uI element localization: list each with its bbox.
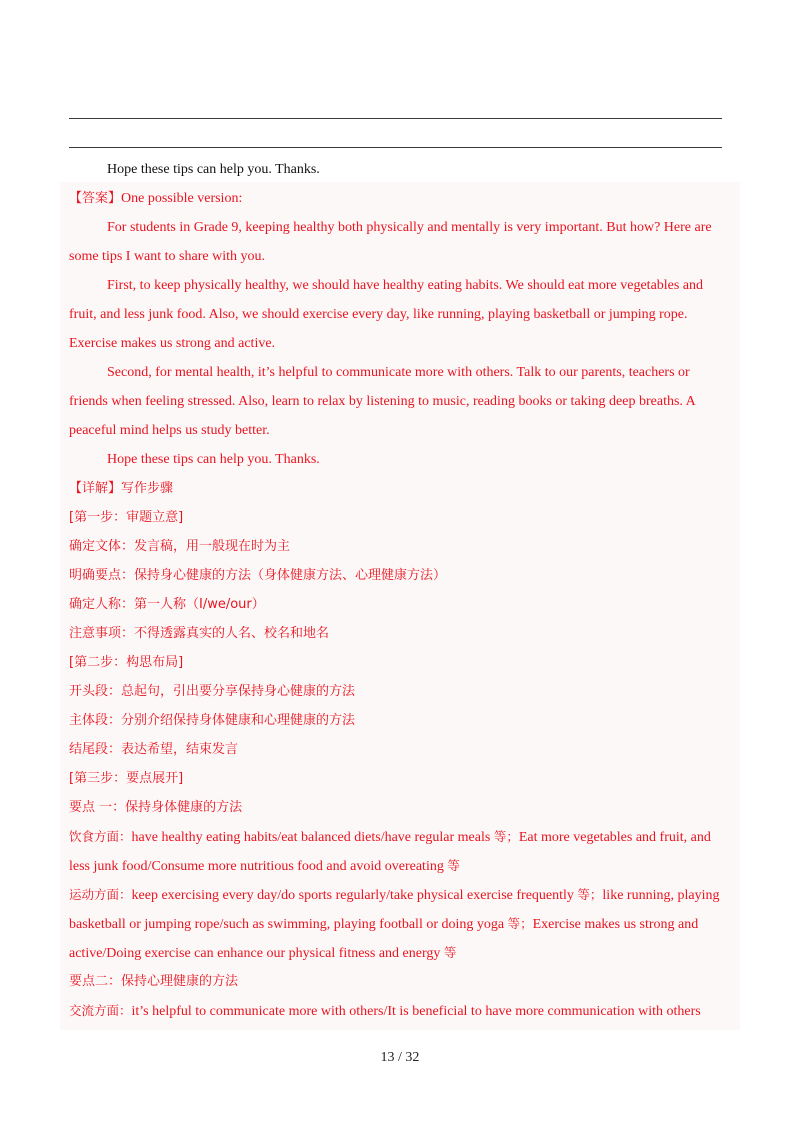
diet-phrases: have healthy eating habits/eat balanced diets/have regular meals [131, 830, 491, 845]
sport-line [69, 914, 739, 935]
deng-marker: 等； [507, 916, 533, 931]
writing-rule-2 [69, 147, 722, 148]
step-title: [第二步：构思布局] [69, 655, 184, 670]
answer-line: fruit, and less junk food. Also, we should exercise every day, like running, playing basketball or jumping rope. [69, 307, 688, 322]
deng-marker: 等； [493, 829, 519, 844]
sport-phrases: Exercise makes us strong and [532, 917, 699, 932]
answer-heading [69, 189, 739, 209]
diet-line [69, 856, 739, 877]
communication-line [69, 1001, 739, 1022]
answer-line: First, to keep physically healthy, we should have healthy eating habits. We should eat more vegetables and [107, 278, 704, 293]
explanation-heading-text: 写作步骤 [121, 481, 174, 496]
answer-line: friends when feeling stressed. Also, learn to relax by listening to music, reading books or taking deep breaths. A [69, 394, 696, 409]
step-item: 结尾段：表达希望，结束发言 [69, 742, 239, 757]
deng-marker: 等； [577, 887, 603, 902]
answer-line: peaceful mind helps us study better. [69, 423, 270, 438]
point-heading: 要点二：保持心理健康的方法 [69, 974, 239, 989]
step-item: 主体段：分别介绍保持身体健康和心理健康的方法 [69, 713, 356, 728]
sport-phrases: like running, playing [602, 888, 720, 903]
intro-closing-line: Hope these tips can help you. Thanks. [107, 162, 320, 177]
diet-label: 饮食方面： [69, 829, 132, 844]
diet-phrases: less junk food/Consume more nutritious food and avoid overeating [69, 859, 444, 874]
point-heading: 要点 一：保持身体健康的方法 [69, 800, 243, 815]
step-title: [第三步：要点展开] [69, 771, 184, 786]
answer-line: Hope these tips can help you. Thanks. [107, 452, 320, 467]
sport-phrases: active/Doing exercise can enhance our physical fitness and energy [69, 946, 441, 961]
sport-line [69, 885, 739, 906]
answer-line: some tips I want to share with you. [69, 249, 265, 264]
answer-line: Second, for mental health, it’s helpful to communicate more with others. Talk to our parents, teachers or [107, 365, 690, 380]
step-item: 注意事项：不得透露真实的人名、校名和地名 [69, 626, 330, 641]
step-item: 确定文体：发言稿，用一般现在时为主 [69, 539, 291, 554]
communication-phrases: it’s helpful to communicate more with others/It is beneficial to have more communication with others [131, 1004, 701, 1019]
communication-label: 交流方面： [69, 1003, 132, 1018]
diet-line [69, 827, 739, 848]
step-item: 开头段：总起句，引出要分享保持身心健康的方法 [69, 684, 356, 699]
explanation-heading [69, 479, 739, 499]
sport-line [69, 943, 739, 964]
answer-line: Exercise makes us strong and active. [69, 336, 276, 351]
step-item: 确定人称：第一人称（I/we/our） [69, 597, 265, 612]
deng-marker: 等 [447, 858, 460, 873]
explanation-tag: 【详解】 [69, 481, 122, 496]
writing-rule-1 [69, 118, 722, 119]
diet-phrases: Eat more vegetables and fruit, and [518, 830, 711, 845]
sport-phrases: keep exercising every day/do sports regularly/take physical exercise frequently [131, 888, 574, 903]
step-item: 明确要点：保持身心健康的方法（身体健康方法、心理健康方法） [69, 568, 447, 583]
answer-heading-text: One possible version: [121, 191, 243, 206]
sport-label: 运动方面： [69, 887, 132, 902]
answer-tag: 【答案】 [69, 191, 122, 206]
answer-line: For students in Grade 9, keeping healthy both physically and mentally is very important. But how? Here are [107, 220, 712, 235]
deng-marker: 等 [443, 945, 457, 960]
page-number: 13 / 32 [380, 1050, 420, 1065]
step-title: [第一步：审题立意] [69, 510, 184, 525]
sport-phrases: basketball or jumping rope/such as swimming, playing football or doing yoga [69, 917, 505, 932]
